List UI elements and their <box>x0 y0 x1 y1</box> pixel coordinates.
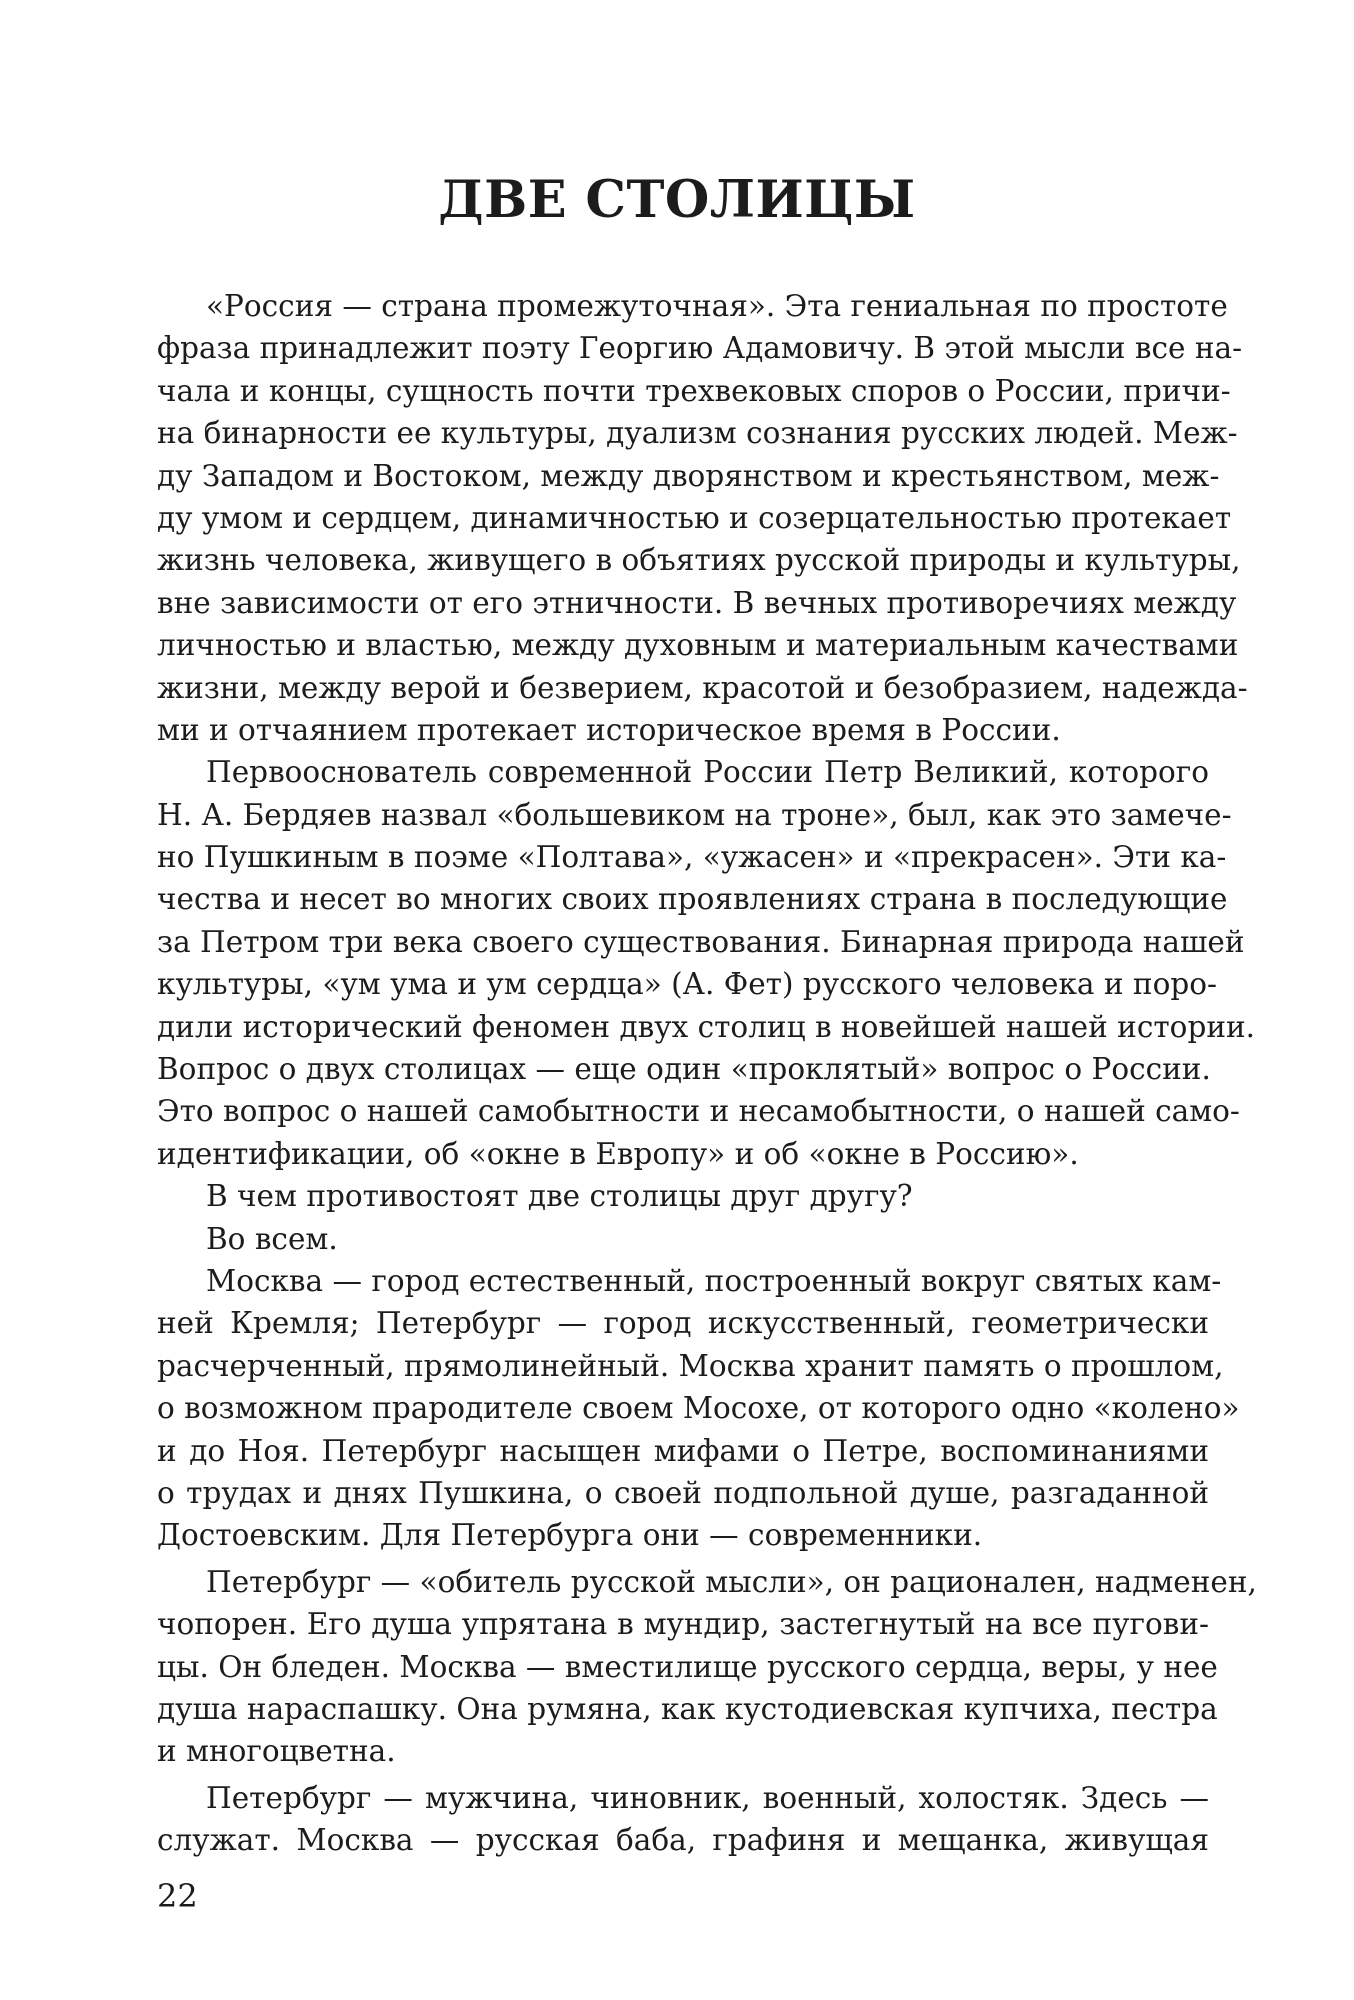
text-line: ду умом и сердцем, динамичностью и созерцательностью протекает <box>157 500 1232 535</box>
text-line: и до Ноя. Петербург насыщен мифами о Петре, воспоминаниями <box>157 1433 1209 1468</box>
text-line: душа нараспашку. Она румяна, как кустодиевская купчиха, пестра <box>157 1691 1218 1726</box>
text-line: о трудах и днях Пушкина, о своей подпольной душе, разгаданной <box>157 1475 1209 1510</box>
text-line: фраза принадлежит поэту Георгию Адамовичу. В этой мысли все на- <box>157 331 1243 366</box>
text-line: «Россия — страна промежуточная». Эта гениальная по простоте <box>206 289 1228 323</box>
text-line: Во всем. <box>206 1221 338 1256</box>
text-line: Н. А. Бердяев назвал «большевиком на троне», был, как это замече- <box>157 797 1232 832</box>
text-line: цы. Он бледен. Москва — вместилище русского сердца, веры, у нее <box>157 1649 1218 1684</box>
chapter-title: ДВЕ СТОЛИЦЫ <box>438 170 916 230</box>
text-line: Петербург — «обитель русской мысли», он рационален, надменен, <box>206 1564 1257 1599</box>
text-line: В чем противостоят две столицы друг другу? <box>206 1179 913 1214</box>
text-line: Петербург — мужчина, чиновник, военный, холостяк. Здесь — <box>206 1780 1209 1815</box>
text-line: ми и отчаянием протекает историческое время в России. <box>157 712 1061 747</box>
text-line: чества и несет во многих своих проявлениях страна в последующие <box>157 882 1228 917</box>
text-line: жизни, между верой и безверием, красотой и безобразием, надежда- <box>157 670 1248 705</box>
text-line: чала и концы, сущность почти трехвековых споров о России, причи- <box>157 373 1231 408</box>
text-line: о возможном прародителе своем Мосохе, от которого одно «колено» <box>157 1391 1240 1426</box>
text-line: но Пушкиным в поэме «Полтава», «ужасен» и «прекрасен». Эти ка- <box>157 840 1227 875</box>
text-line: идентификации, об «окне в Европу» и об «окне в Россию». <box>157 1136 1079 1171</box>
text-line: жизнь человека, живущего в объятиях русской природы и культуры, <box>157 543 1241 578</box>
text-line: и многоцветна. <box>157 1734 396 1769</box>
text-line: Вопрос о двух столицах — еще один «проклятый» вопрос о России. <box>157 1052 1211 1087</box>
page-number: 22 <box>157 1877 198 1915</box>
text-line: Первооснователь современной России Петр Великий, которого <box>206 755 1209 790</box>
body-text <box>157 285 1257 1861</box>
text-line: чопорен. Его душа упрятана в мундир, застегнутый на все пугови- <box>157 1607 1209 1642</box>
text-line: культуры, «ум ума и ум сердца» (А. Фет) русского человека и поро- <box>157 967 1217 1002</box>
text-line: Это вопрос о нашей самобытности и несамобытности, о нашей само- <box>157 1094 1240 1129</box>
text-line: Достоевским. Для Петербурга они — современники. <box>157 1518 983 1553</box>
text-line: ду Западом и Востоком, между дворянством и крестьянством, меж- <box>157 458 1220 493</box>
text-line: за Петром три века своего существования. Бинарная природа нашей <box>157 924 1245 959</box>
text-line: Москва — город естественный, построенный вокруг святых кам- <box>206 1263 1222 1298</box>
text-line: дили исторический феномен двух столиц в новейшей нашей истории. <box>157 1009 1256 1044</box>
text-line: служат. Москва — русская баба, графиня и мещанка, живущая <box>157 1823 1209 1858</box>
text-line: расчерченный, прямолинейный. Москва хранит память о прошлом, <box>157 1348 1224 1383</box>
text-line: вне зависимости от его этничности. В вечных противоречиях между <box>157 585 1237 620</box>
text-line: на бинарности ее культуры, дуализм сознания русских людей. Меж- <box>157 416 1238 451</box>
text-line: ней Кремля; Петербург — город искусственный, геометрически <box>157 1306 1209 1341</box>
text-line: личностью и властью, между духовным и материальным качествами <box>157 628 1239 663</box>
